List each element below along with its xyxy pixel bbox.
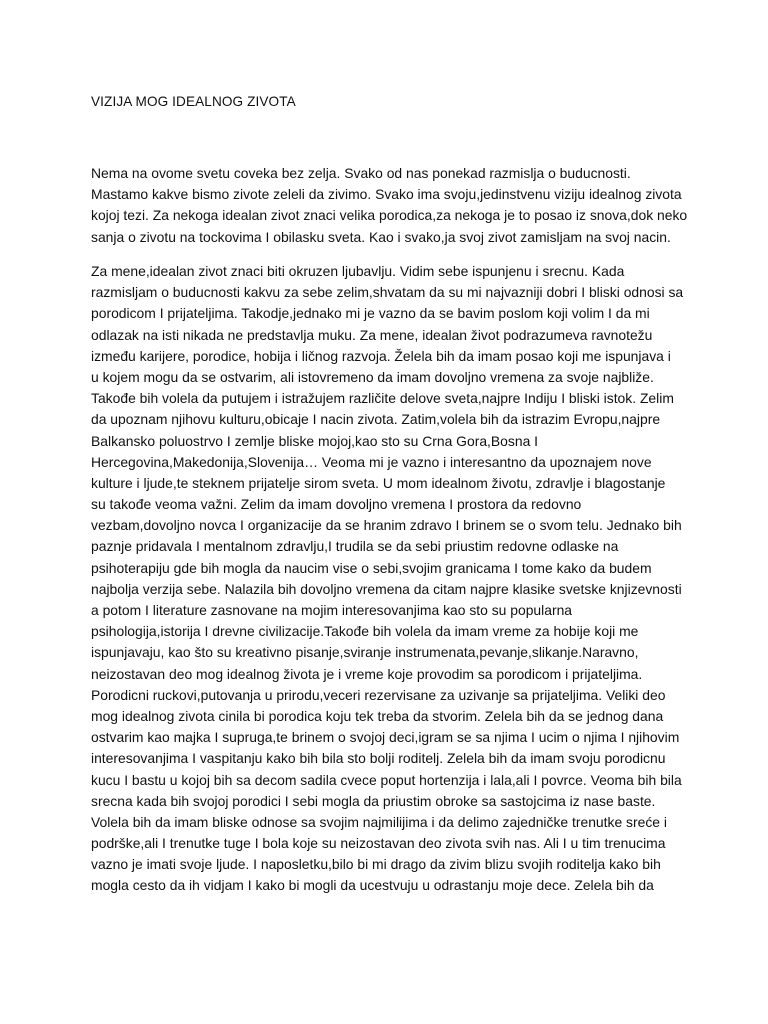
paragraph-intro [91, 163, 691, 248]
document-title: VIZIJA MOG IDEALNOG ZIVOTA [91, 94, 296, 109]
text-line: ostvarim kao majka I supruga,te brinem o svojoj deci,igram se sa njima I ucim o njima I njihovim [91, 729, 680, 746]
text-line: neizostavan deo mog idealnog života je i vreme koje provodim sa porodicom i prijateljima. [91, 665, 643, 682]
text-line: Nema na ovome svetu coveka bez zelja. Svako od nas ponekad razmislja o buducnosti. [91, 165, 631, 181]
text-line: a potom I literature zasnovane na mojim interesovanjima kao sto su popularna [91, 602, 573, 618]
text-line: podrške,ali I trenutke tuge I bola koje su neizostavan deo zivota svih nas. Ali I u tim trenucima [91, 835, 666, 852]
text-line: Mastamo kakve bismo zivote zeleli da zivimo. Svako ima svoju,jedinstvenu viziju idealnog zivota [91, 186, 682, 203]
text-line: porodicom I prijateljima. Takodje,jednako mi je vazno da se bavim poslom koji volim I da mi [91, 305, 650, 322]
paragraph-body [91, 261, 691, 897]
text-line: da upoznam njihovu kulturu,obicaje I nacin zivota. Zatim,volela bih da istrazim Evropu,najpre [91, 411, 661, 428]
text-line: Takođe bih volela da putujem i istražujem različite delove sveta,najpre Indiju I bliski istok. Zelim [91, 390, 674, 407]
text-line: razmisljam o buducnosti kakvu za sebe zelim,shvatam da su mi najvazniji dobri I bliski odnosi sa [91, 284, 684, 301]
text-line: vezbam,dovoljno novca I organizacije da se hranim zdravo I brinem se o svom telu. Jednako bih [91, 517, 682, 534]
text-line: vazno je imati svoje ljude. I naposletku,bilo bi mi drago da zivim blizu svojih roditelja kako bih [91, 856, 661, 873]
text-line: Porodicni ruckovi,putovanja u prirodu,veceri rezervisane za uzivanje sa prijateljima. Veliki deo [91, 686, 666, 703]
text-line: Hercegovina,Makedonija,Slovenija… Veoma mi je vazno i interesantno da upoznajem nove [91, 453, 652, 470]
text-line: sanja o zivotu na tockovima I obilasku sveta. Kao i svako,ja svoj zivot zamisljam na svoj nacin. [91, 228, 671, 245]
text-line: srecna kada bih svojoj porodici I sebi mogla da priustim obroke sa sastojcima iz nase baste. [91, 792, 656, 809]
text-line: najbolja verzija sebe. Nalazila bih dovoljno vremena da citam najpre klasike svetske knjizevnosti [91, 580, 682, 597]
text-line: mogla cesto da ih vidjam I kako bi mogli da ucestvuju u odrastanju moje dece. Zelela bih da [91, 877, 654, 894]
text-line: u kojem mogu da se ostvarim, ali istovremeno da imam dovoljno vremena za svoje najbliže. [91, 368, 654, 385]
text-line: mog idealnog zivota cinila bi porodica koju tek treba da stvorim. Zelela bih da se jednog dana [91, 707, 664, 724]
text-line: psihoterapiju gde bih mogla da naucim vise o sebi,svojim granicama I tome kako da budem [91, 559, 652, 576]
text-line: paznje pridavala I mentalnom zdravlju,I trudila se da sebi priustim redovne odlaske na [91, 538, 619, 555]
text-line: kojoj tezi. Za nekoga idealan zivot znaci velika porodica,za nekoga je to posao iz snova,dok neko [91, 207, 688, 224]
text-line: kucu I bastu u kojoj bih sa decom sadila cvece poput hortenzija i lala,ali I povrce. Veoma bih bila [91, 771, 682, 788]
text-line: ispunjavaju, kao što su kreativno pisanje,sviranje instrumenata,pevanje,slikanje.Naravno, [91, 644, 639, 661]
text-line: Volela bih da imam bliske odnose sa svojim najmilijima i da delimo zajedničke trenutke sreće i [91, 813, 667, 830]
text-line: Balkansko poluostrvo I zemlje bliske mojoj,kao sto su Crna Gora,Bosna I [91, 432, 539, 449]
text-line: su takođe veoma važni. Zelim da imam dovoljno vremena I prostora da redovno [91, 496, 582, 513]
text-line: između karijere, porodice, hobija i ličnog razvoja. Želela bih da imam posao koji me ispunjava i [91, 347, 671, 364]
text-line: kulture i ljude,te steknem prijatelje sirom sveta. U mom idealnom životu, zdravlje i blagostanje [91, 474, 666, 491]
text-line: Za mene,idealan zivot znaci biti okruzen ljubavlju. Vidim sebe ispunjenu i srecnu. Kada [91, 263, 625, 279]
text-line: interesovanjima I vaspitanju kako bih bila sto bolji roditelj. Zelela bih da imam svoju porodicnu [91, 750, 666, 767]
text-line: psihologija,istorija I drevne civilizacije.Takođe bih volela da imam vreme za hobije koji me [91, 623, 639, 640]
text-line: odlazak na isti nikada ne predstavlja muku. Za mene, idealan život podrazumeva ravnotežu [91, 326, 653, 343]
